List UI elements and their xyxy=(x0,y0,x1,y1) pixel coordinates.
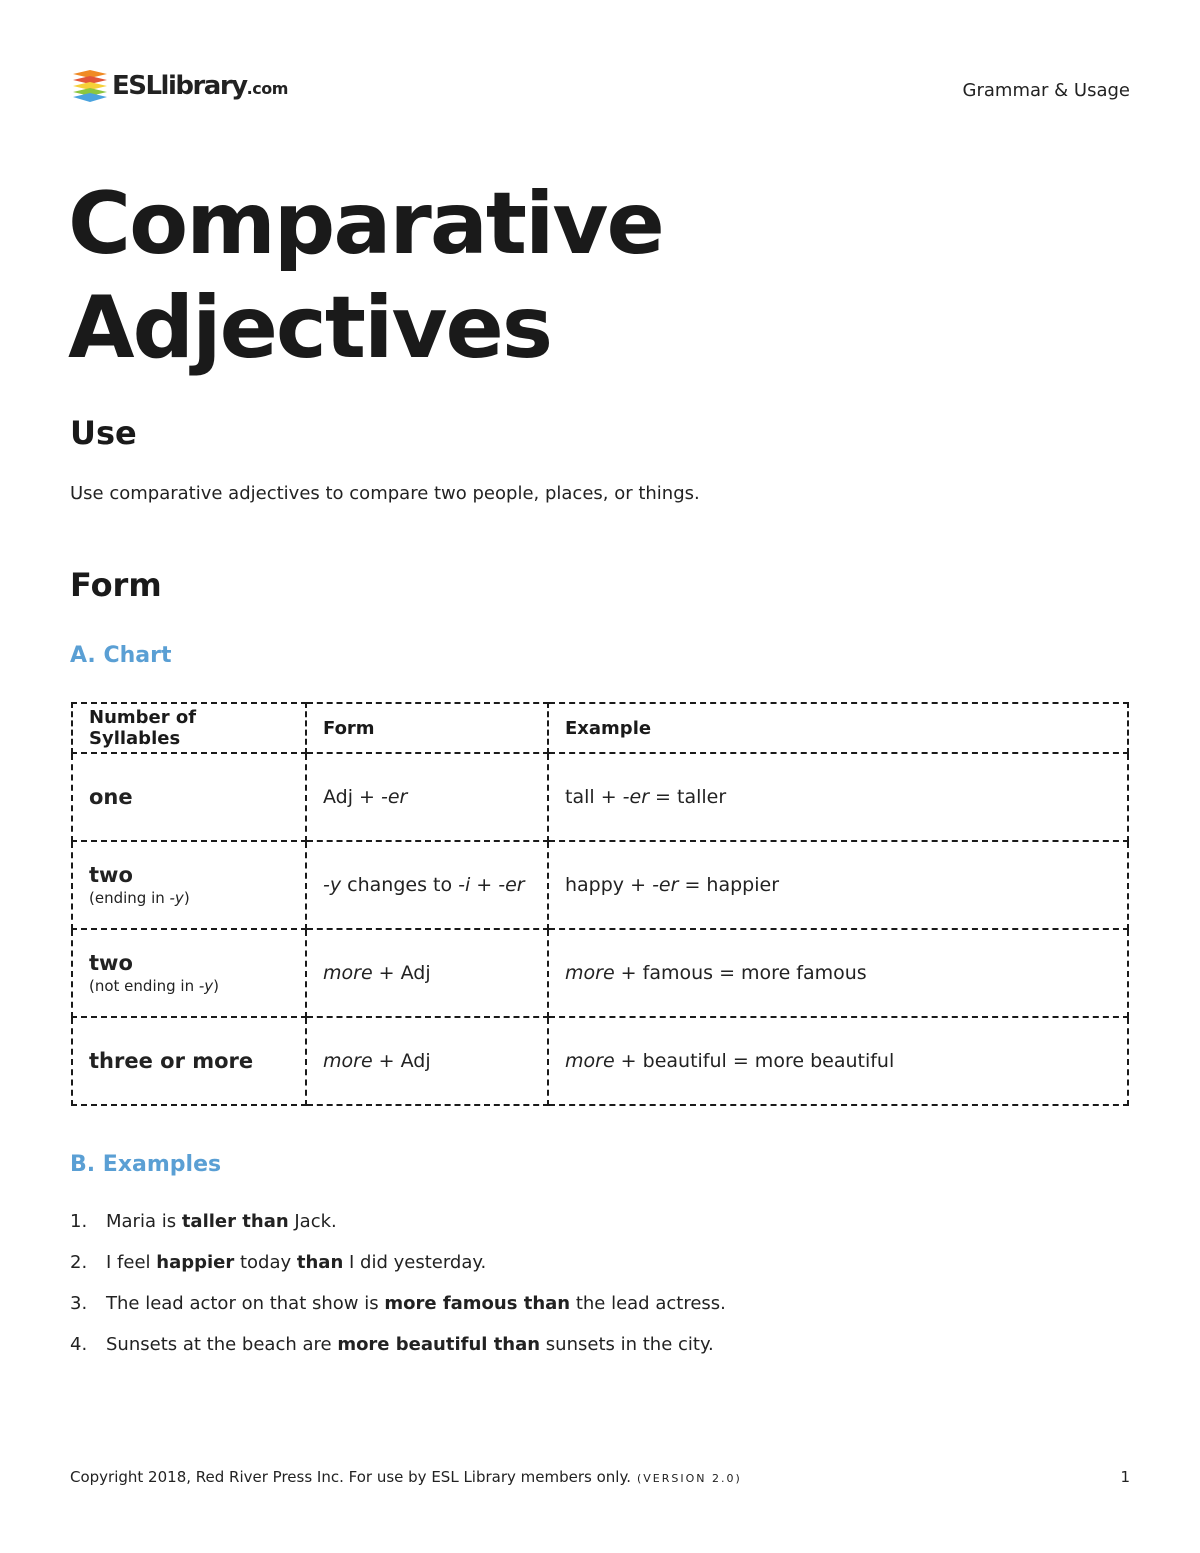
list-item xyxy=(70,1290,726,1331)
comparative-chart-table xyxy=(71,702,1129,1106)
form-cell: more + Adj xyxy=(306,1017,548,1105)
page-header xyxy=(70,66,1130,116)
syllables-cell xyxy=(72,1017,306,1105)
syllables-value: one xyxy=(89,785,133,809)
column-header-form: Form xyxy=(306,703,548,753)
syllables-cell xyxy=(72,929,306,1017)
item-text: The lead actor on that show is more famous than the lead actress. xyxy=(106,1293,726,1314)
esl-library-logo[interactable] xyxy=(70,66,288,106)
column-header-example: Example xyxy=(548,703,1128,753)
table-row xyxy=(72,753,1128,841)
chart-heading: A. Chart xyxy=(70,643,172,668)
item-number: 2. xyxy=(70,1252,88,1273)
item-number: 3. xyxy=(70,1293,88,1314)
title-line-1: Comparative xyxy=(68,174,663,274)
example-cell: more + beautiful = more beautiful xyxy=(548,1017,1128,1105)
item-text: Sunsets at the beach are more beautiful than sunsets in the city. xyxy=(106,1334,714,1355)
item-text: Maria is taller than Jack. xyxy=(106,1211,337,1232)
example-cell: happy + -er = happier xyxy=(548,841,1128,929)
logo-name: ESLlibrary xyxy=(112,71,247,101)
syllables-value: three or more xyxy=(89,1049,254,1073)
list-item xyxy=(70,1208,726,1249)
use-text: Use comparative adjectives to compare two people, places, or things. xyxy=(70,483,700,504)
table-row xyxy=(72,929,1128,1017)
list-item xyxy=(70,1249,726,1290)
examples-heading: B. Examples xyxy=(70,1152,222,1177)
form-heading: Form xyxy=(70,566,162,604)
page-title xyxy=(68,172,663,380)
item-number: 4. xyxy=(70,1334,88,1355)
syllables-cell xyxy=(72,841,306,929)
syllables-note: (ending in -y) xyxy=(89,889,190,907)
logo-suffix: .com xyxy=(246,79,288,98)
example-cell: more + famous = more famous xyxy=(548,929,1128,1017)
examples-list xyxy=(70,1208,726,1372)
use-heading: Use xyxy=(70,414,137,452)
form-cell: Adj + -er xyxy=(306,753,548,841)
version-label: (VERSION 2.0) xyxy=(636,1472,742,1485)
syllables-cell xyxy=(72,753,306,841)
syllables-value: two xyxy=(89,951,133,975)
example-cell: tall + -er = taller xyxy=(548,753,1128,841)
book-stack-icon xyxy=(70,66,110,106)
item-text: I feel happier today than I did yesterday. xyxy=(106,1252,487,1273)
item-number: 1. xyxy=(70,1211,88,1232)
page-footer xyxy=(70,1468,1130,1486)
column-header-syllables: Number of Syllables xyxy=(72,703,306,753)
form-cell: -y changes to -i + -er xyxy=(306,841,548,929)
logo-wordmark xyxy=(112,71,288,101)
copyright-text: Copyright 2018, Red River Press Inc. For use by ESL Library members only. xyxy=(70,1468,631,1486)
syllables-value: two xyxy=(89,863,133,887)
table-row xyxy=(72,841,1128,929)
syllables-note: (not ending in -y) xyxy=(89,977,220,995)
table-row xyxy=(72,1017,1128,1105)
form-cell: more + Adj xyxy=(306,929,548,1017)
category-label: Grammar & Usage xyxy=(962,80,1130,101)
page-number: 1 xyxy=(1120,1468,1130,1486)
list-item xyxy=(70,1331,726,1372)
table-header-row xyxy=(72,703,1128,753)
title-line-2: Adjectives xyxy=(68,278,552,378)
